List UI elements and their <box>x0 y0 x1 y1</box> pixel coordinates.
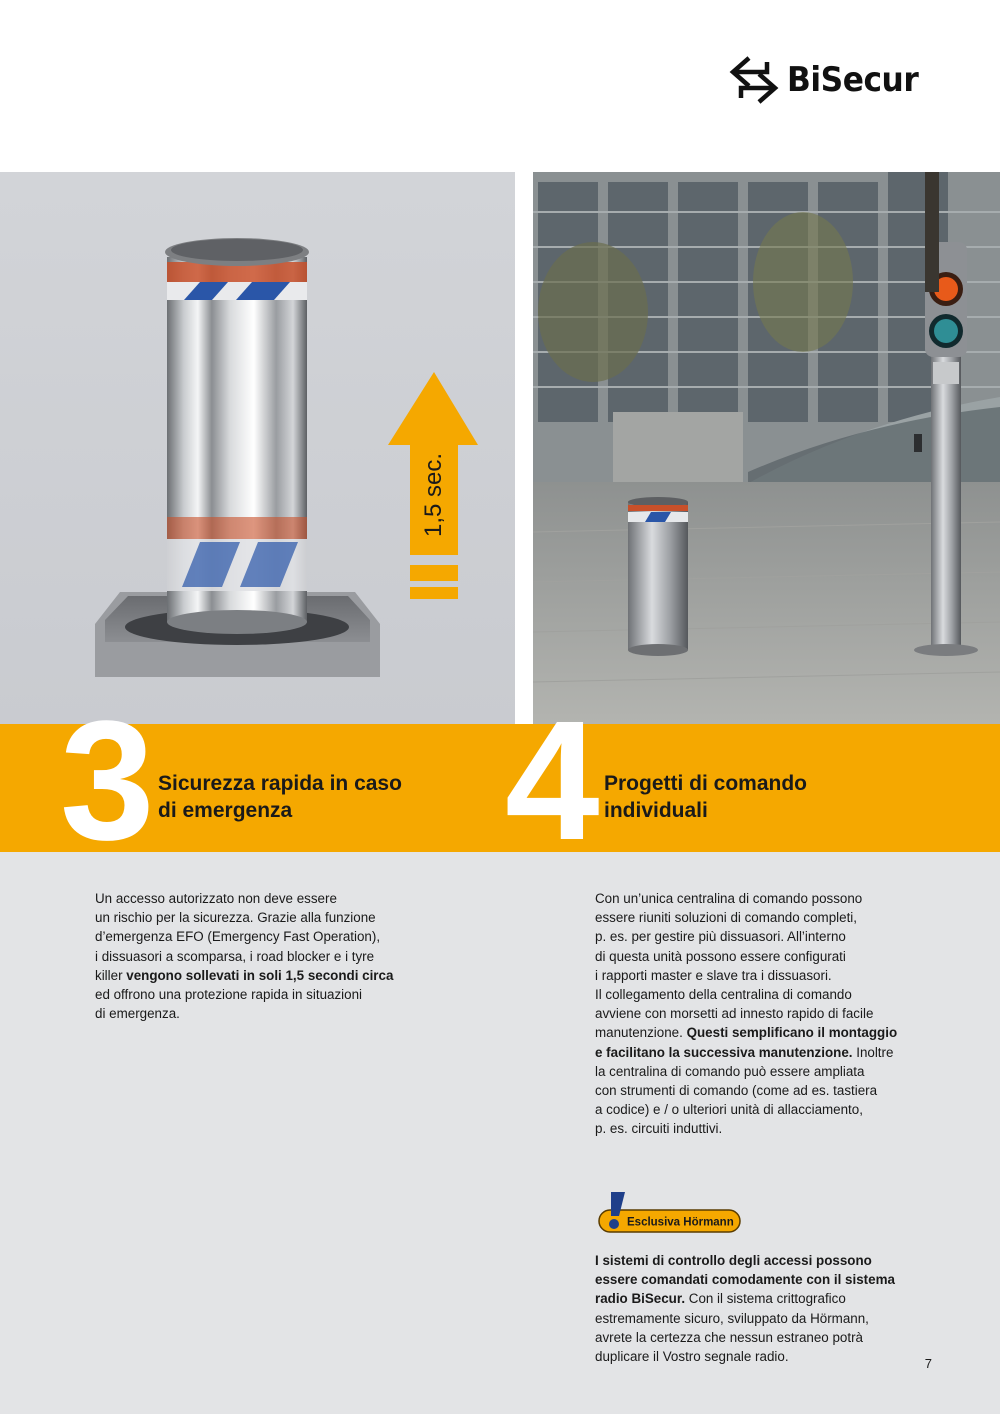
section-number-3: 3 <box>60 686 155 876</box>
text-line: di questa unità possono essere configurati <box>595 948 846 964</box>
text-line <box>95 966 440 985</box>
text-bold-segment: e facilitano la successiva manutenzione. <box>595 1044 853 1060</box>
bisecur-arrows-icon <box>727 52 781 108</box>
text-bold-segment: essere comandati comodamente con il sistema <box>595 1272 895 1288</box>
street-photo-drawing <box>533 172 1000 724</box>
text-bold-segment: Questi semplificano il montaggio <box>686 1025 898 1041</box>
bisecur-body <box>595 1251 945 1366</box>
text-line <box>595 1270 945 1289</box>
bollard-illustration <box>0 172 515 724</box>
text-line: un rischio per la sicurezza. Grazie alla funzione <box>95 910 376 926</box>
text-line: i rapporti master e slave tra i dissuasori. <box>595 967 832 983</box>
speed-label <box>408 450 460 540</box>
text-line: duplicare il Vostro segnale radio. <box>595 1349 789 1365</box>
exclusive-badge <box>597 1190 742 1238</box>
text-line: estremamente sicuro, sviluppato da Hörmann, <box>595 1310 869 1326</box>
text-line: ed offrono una protezione rapida in situazioni <box>95 987 363 1003</box>
section-title-4 <box>604 770 934 824</box>
section-title-3-line-1: Sicurezza rapida in caso <box>158 772 402 795</box>
text-line: p. es. circuiti induttivi. <box>595 1121 723 1137</box>
street-photo <box>533 172 1000 724</box>
text-line: Un accesso autorizzato non deve essere <box>95 891 337 906</box>
text-line <box>595 1023 945 1042</box>
section-number-4: 4 <box>505 686 600 876</box>
text-line: con strumenti di comando (come ad es. tastiera <box>595 1083 878 1099</box>
text-segment: Inoltre <box>852 1044 894 1060</box>
text-line: a codice) e / o ulteriori unità di allacciamento, <box>595 1102 863 1118</box>
text-line: p. es. per gestire più dissuasori. All’interno <box>595 929 846 945</box>
text-line <box>595 1251 945 1270</box>
exclamation-badge-icon <box>597 1190 742 1238</box>
text-line: i dissuasori a scomparsa, i road blocker e i tyre <box>95 948 375 964</box>
text-bold-segment: radio BiSecur. <box>595 1291 686 1307</box>
text-line: avviene con morsetti ad innesto rapido di facile <box>595 1006 874 1022</box>
bisecur-logo <box>727 52 930 108</box>
section-4-body <box>595 889 945 1139</box>
badge-label: Esclusiva Hörmann <box>627 1216 734 1229</box>
text-segment: manutenzione. <box>595 1025 687 1041</box>
text-line <box>595 1289 945 1308</box>
text-line: Con un’unica centralina di comando possono <box>595 891 863 906</box>
bollard-drawing <box>0 172 515 724</box>
text-segment: killer <box>95 967 127 983</box>
text-bold-segment: vengono sollevati in soli 1,5 secondi circa <box>126 967 394 983</box>
panel-divider <box>515 172 533 724</box>
text-line: avrete la certezza che nessun estraneo potrà <box>595 1329 863 1345</box>
section-title-3-line-2: di emergenza <box>158 799 293 822</box>
logo-text: BiSecur <box>787 60 919 100</box>
section-title-4-line-2: individuali <box>604 799 708 822</box>
page-number: 7 <box>924 1356 932 1371</box>
section-title-3 <box>158 770 488 824</box>
header <box>0 0 1000 172</box>
text-line: essere riuniti soluzioni di comando completi, <box>595 910 857 926</box>
text-segment: Con il sistema crittografico <box>685 1291 846 1307</box>
text-line: d’emergenza EFO (Emergency Fast Operation), <box>95 929 381 945</box>
text-line: di emergenza. <box>95 1006 180 1022</box>
text-line <box>595 1043 945 1062</box>
speed-label-text: 1,5 sec. <box>420 452 448 538</box>
text-line: Il collegamento della centralina di comando <box>595 987 852 1003</box>
text-bold-segment: I sistemi di controllo degli accessi possono <box>595 1253 872 1268</box>
text-line: la centralina di comando può essere ampliata <box>595 1063 865 1079</box>
section-title-4-line-1: Progetti di comando <box>604 772 808 795</box>
section-3-body <box>95 889 440 1023</box>
